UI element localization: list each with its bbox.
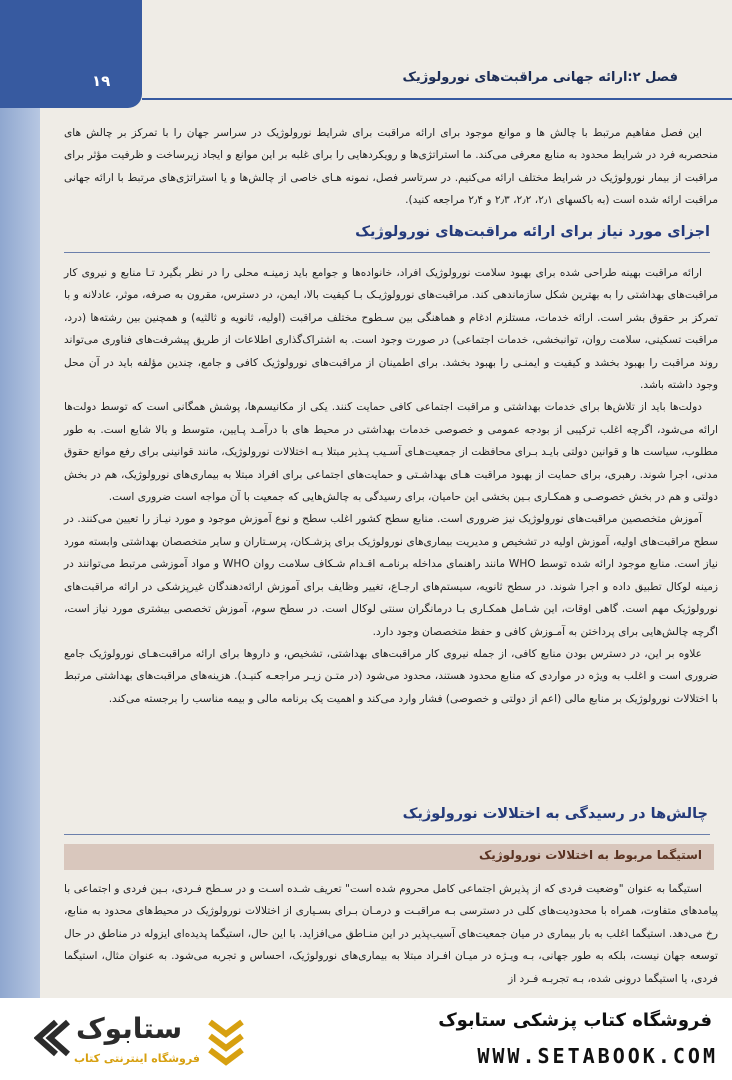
store-url[interactable]: WWW.SETABOOK.COM — [477, 1044, 718, 1068]
intro-text: این فصل مفاهیم مرتبط با چالش ها و موانع موجود برای ارائه مراقبت برای شرایط نورولوژیک در سراسر جهان را با تمرکز بر چالش های منحصربه فرد در شرایط محدود به منابع معرفی می‌کند. ما استراتژی‌ها و رویکردهایی را برای غلبه بر این موانع و ایجاد زیرساخت و ظرفیت مؤثر برای مراقبت از بیمار نورولوژیک در شرایط مختلف ارائه می‌کنیم. در سرتاسر فصل، نمونه هـای خاصی از چالش‌ها و یا استراتژی‌های مرتبط با ارائه جهانی مراقبت ارائه شده است (به باکسهای ۲٫۱، ۲٫۲، ۲٫۳ و ۲٫۴ مراجعه کنید). — [64, 127, 718, 207]
section-heading-components: اجزای مورد نیاز برای ارائه مراقبت‌های نورولوژیک — [355, 224, 710, 240]
paragraph: آموزش متخصصین مراقبت‌های نورولوژیک نیز ضروری است. منابع سطح کشور اغلب سطح و نوع آموزش موجود و مورد نیـاز را تعیین می‌کنند. در سطح مراقبت‌های اولیه، آموزش اولیه در تشخیص و مدیریت بیماری‌های نورولوژیک برای پزشـکان، پرسـتاران و سایر متخصصان بهداشتی وابسته مورد نیاز است. منابع موجود ارائه شده توسط WHO مانند راهنمای مداخله برنامـه اقـدام شـکاف سلامت روان WHO و مواد آموزشی مرتبط می‌توانند در زمینه لوکال تطبیق داده و اجرا شوند. در سطح ثانویه، سیستم‌های ارجـاع، تغییر وظایف برای آموزش ارائه‌دهندگان غیرپزشکی در ارائه مراقبت‌های نورولوژیک مهم است. گاهی اوقات، این شـامل همکـاری بـا درمانگران سنتی لوکال است. در سطح سوم، آموزش تخصصی بیشتری مورد نیاز است، اگرچه چالش‌هایی برای پرداختن به آمـوزش کافی و حفظ متخصصان وجود دارد. — [64, 513, 719, 638]
section-divider — [64, 834, 710, 835]
chapter-title: فصل ۲:ارائه جهانی مراقبت‌های نورولوژیک — [402, 70, 678, 85]
subheading-stigma: استیگما مربوط به اختلالات نورولوژیک — [478, 848, 702, 862]
paragraph: علاوه بر این، در دسترس بودن منابع کافی، از جمله نیروی کار مراقبت‌های بهداشتی، تشخیص، و داروها برای ارائه مراقبت‌هـای نورولوژیک جامع ضروری است و اغلب به ویژه در مواردی که منابع محدود هستند، محدود می‌شود (در متـن زیـر مراجعـه کنیـد). هزینه‌های مراقبت‌های بهداشتی مرتبط با اختلالات نورولوژیک بر منابع مالی (اعم از دولتی و خصوصی) فشار وارد می‌کند و اهمیت یک برنامه مالی و بیمه مناسب را برجسته می‌کند. — [64, 647, 718, 705]
store-footer — [0, 998, 732, 1080]
logo-wordmark: ستابوک — [76, 1012, 183, 1045]
section2-body — [64, 878, 718, 990]
subheading-box — [64, 844, 714, 870]
header-divider — [142, 98, 732, 100]
paragraph: استیگما به عنوان "وضعیت فردی که از پذیرش اجتماعی کامل محروم شده است" تعریف شـده اسـت و در سـطح فـردی، بـین فردی و اجتماعی با پیامدهای متفاوت، همراه با محدودیت‌های کلی در دسترسی بـه مراقبـت و درمـان بـرای بسـیاری از اختلالات نورولوژیک در محیط‌های محدود به منابع، رخ می‌دهد. استیگما اغلب به بار بیماری در میان جمعیت‌های آسیب‌پذیر در این منـاطق می‌افزاید. با این حال، استیگما پدیده‌ای ایزوله در مناطق در حال توسعه جهان نیست، بلکه به طور جهانی، بـه ویـژه در میـان افـراد مبتلا به بیماری‌های نورولوژیک، احساس و تجربه می‌شود. به عنوان مثال، استیگما فردی، یا استیگما درونی شده، بـه تجربـه فـرد از — [64, 883, 718, 985]
page-number: ۱۹ — [92, 72, 111, 90]
section1-body — [64, 262, 718, 710]
chevron-left-icon — [34, 1018, 70, 1058]
store-name: فروشگاه کتاب پزشکی ستابوک — [438, 1010, 712, 1031]
setabook-logo — [34, 1008, 244, 1072]
intro-paragraph — [64, 122, 718, 212]
page-margin-band — [0, 0, 40, 998]
section-divider — [64, 252, 710, 253]
logo-tagline: فروشگاه اینترنتی کتاب — [74, 1052, 200, 1065]
paragraph: ارائه مراقبت بهینه طراحی شده برای بهبود سلامت نورولوژیک افراد، خانواده‌ها و جوامع باید زمینـه محلی را در نظر بگیرد تـا منابع و نیروی کار مراقبت‌های بهداشتی را به بهترین شکل سازماندهی کند. مراقبت‌های نورولوژیـک بـا کیفیت بالا، ایمن، در دسترس، مقرون به صرفه، موثر، عادلانه و با تمرکز بر حقوق بشر است. ارائه خدمات، مستلزم ادغام و هماهنگی بین سـطوح مختلف مراقبت (اولیه، ثانویه و ثالثیه) و همچنین بین رشته‌ها (درد، مراقبت تسکینی، سلامت روان، توانبخشی، خدمات اجتماعی) در صورت وجود است. به اشتراک‌گذاری اطلاعات از طریق پیشرفت‌های فناوری می‌تواند روند مراقبت را بهبود بخشد و کیفیت و ایمنـی را بهبود بخشد. برای اطمینان از مراقبت‌های نورولوژیک کافی و جامع، چندین مؤلفه باید در آن محل وجود داشته باشد. — [64, 267, 718, 392]
section-heading-challenges: چالش‌ها در رسیدگی به اختلالات نورولوژیک — [402, 806, 708, 822]
chevron-down-icon — [206, 1016, 246, 1068]
paragraph: دولت‌ها باید از تلاش‌ها برای خدمات بهداشتی و مراقبت اجتماعی کافی حمایت کنند. یکی از مکانیسم‌ها، پوشش همگانی است که توسط دولت‌ها ارائه می‌شود، اگرچه اغلب ترکیبی از بودجه عمومی و خصوصی خدمات بهداشتی در محیط های با درآمـد پـایین، متوسط و بالا شایع است. به طور مطلوب، سیاست ها و قوانین دولتی بایـد بـرای محافظت از جمعیت‌هـای آسـیب پـذیر مبتلا بـه اختلالات نورولوژیک، مانند قوانینی برای رفع موانع حقوق مدنی، اجرا شوند. رهبری، برای حمایت از بهبود مراقبت هـای بهداشـتی و حمایت‌های اجتماعی برای افراد مبتلا به بیماری‌های نورولوژیک، هم در بخش دولتی و هم در بخش خصوصـی و همکـاری بـین بخشی این حامیان، برای رسیدگی به چالش‌هایی که جمعیت با آن مواجه است ضروری است. — [64, 401, 718, 504]
page-number-tab — [0, 0, 142, 108]
